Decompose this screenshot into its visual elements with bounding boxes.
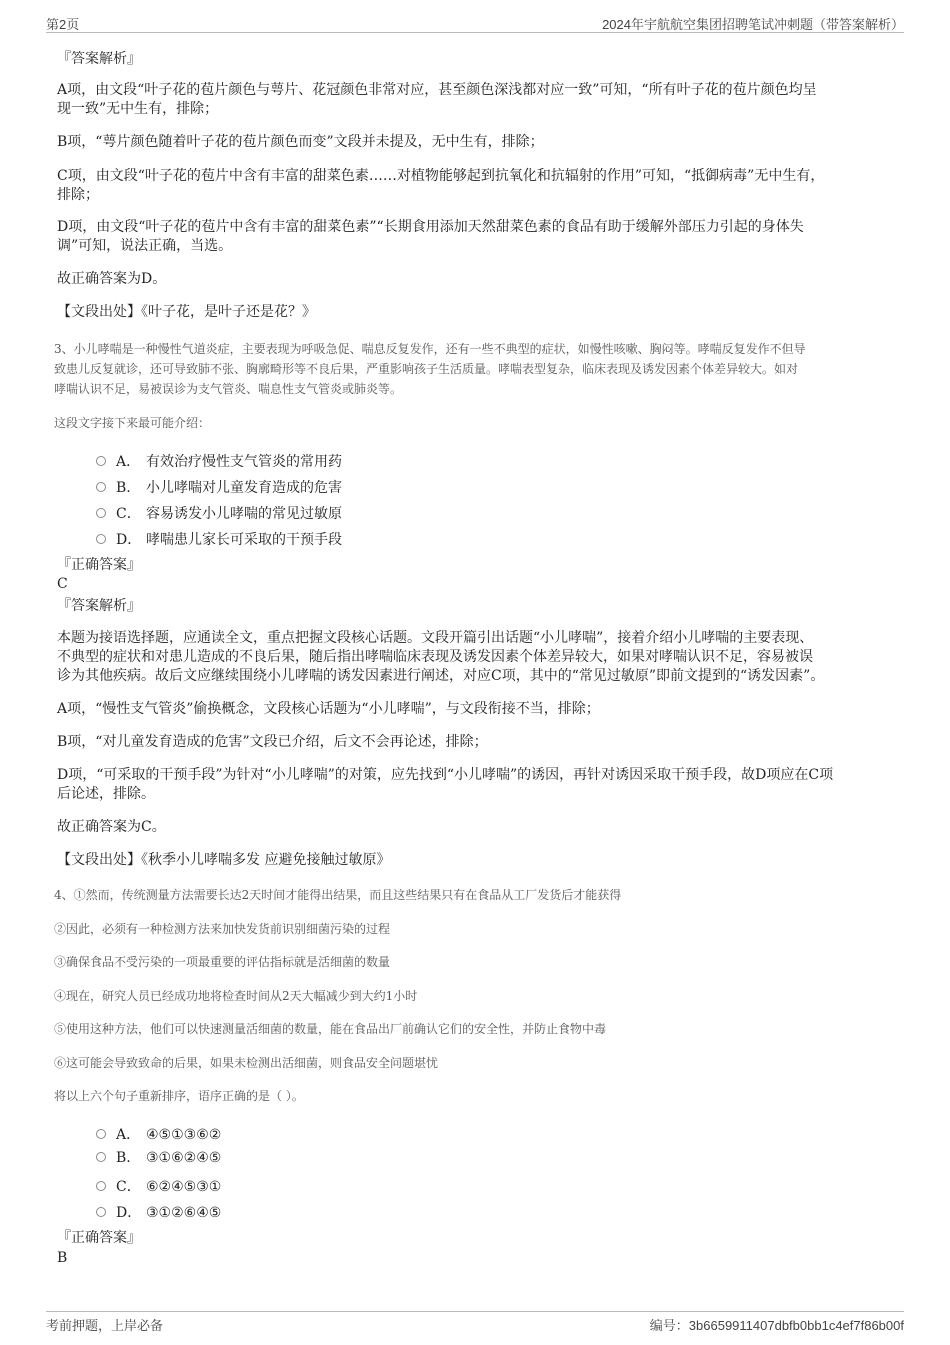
footer-slogan: 考前押题，上岸必备 (46, 1318, 164, 1333)
question-4-sentence-3: ③确保食品不受污染的一项最重要的评估指标就是活细菌的数量 (54, 955, 391, 969)
q4-option-d[interactable]: D． ③①②⑥④⑤ (96, 1202, 221, 1222)
answer-label: 『正确答案』 (57, 1230, 141, 1246)
analysis-a-line1: A项，由文段“叶子花的苞片颜色与萼片、花冠颜色非常对应，甚至颜色深浅都对应一致”可知，“所有叶子花的苞片颜色均呈 (57, 82, 817, 98)
analysis-line2: 不典型的症状和对患儿造成的不良后果，随后指出哮喘临床表现及诱发因素个体差异较大，如果对哮喘认识不足，容易被误 (57, 649, 813, 665)
question-4-prompt: 将以上六个句子重新排序，语序正确的是（ ）。 (54, 1089, 304, 1103)
source: 【文段出处】《叶子花，是叶子还是花？》 (57, 304, 316, 320)
conclusion: 故正确答案为C。 (57, 819, 166, 835)
radio-icon[interactable] (96, 1181, 106, 1191)
analysis-label: 『答案解析』 (57, 51, 141, 67)
analysis-c-line2: 排除； (57, 187, 99, 203)
q3-option-c[interactable]: C． 容易诱发小儿哮喘的常见过敏原 (96, 503, 342, 523)
analysis-label: 『答案解析』 (57, 598, 141, 614)
analysis-line3: 诊为其他疾病。故后文应继续围绕小儿哮喘的诱发因素进行阐述，对应C项，其中的“常见过敏原”即前文提到的“诱发因素”。 (57, 668, 825, 684)
analysis-d-line1: D项，“可采取的干预手段”为针对“小儿哮喘”的对策，应先找到“小儿哮喘”的诱因，再针对诱因采取干预手段，故D项应在C项 (57, 767, 834, 783)
page-header (46, 14, 904, 33)
question-3-stem-line1: 3、小儿哮喘是一种慢性气道炎症，主要表现为呼吸急促、喘息反复发作，还有一些不典型的症状，如慢性咳嗽、胸闷等。哮喘反复发作不但导 (54, 342, 806, 356)
q3-option-b[interactable]: B. 小儿哮喘对儿童发育造成的危害 (96, 477, 342, 497)
radio-icon[interactable] (96, 508, 106, 518)
question-4-sentence-1: 4、①然而，传统测量方法需要长达2天时间才能得出结果，而且这些结果只有在食品从工厂发货后才能获得 (54, 888, 622, 902)
source: 【文段出处】《秋季小儿哮喘多发 应避免接触过敏原》 (57, 852, 391, 868)
q4-option-b[interactable]: B. ③①⑥②④⑤ (96, 1150, 221, 1166)
answer-value: C (57, 576, 68, 592)
q3-option-a[interactable]: A． 有效治疗慢性支气管炎的常用药 (96, 451, 342, 471)
question-3-stem-line2: 致患儿反复就诊，还可导致肺不张、胸廓畸形等不良后果，严重影响孩子生活质量。哮喘表型复杂，临床表现及诱发因素个体差异较大。如对 (54, 362, 799, 376)
analysis-d-line1: D项，由文段“叶子花的苞片中含有丰富的甜菜色素”“长期食用添加天然甜菜色素的食品有助于缓解外部压力引起的身体失 (57, 219, 804, 235)
question-4-sentence-6: ⑥这可能会导致致命的后果，如果未检测出活细菌，则食品安全问题堪忧 (54, 1056, 439, 1070)
analysis-d-line2: 后论述，排除。 (57, 786, 155, 802)
analysis-a-line2: 现一致”无中生有，排除； (57, 101, 219, 117)
question-4-sentence-4: ④现在，研究人员已经成功地将检查时间从2天大幅减少到大约1小时 (54, 989, 418, 1003)
question-4-sentence-2: ②因此，必须有一种检测方法来加快发货前识别细菌污染的过程 (54, 922, 391, 936)
analysis-d-line2: 调”可知，说法正确，当选。 (57, 238, 233, 254)
question-3-prompt: 这段文字接下来最可能介绍： (54, 416, 211, 430)
analysis-b: B项，“对儿童发育造成的危害”文段已介绍，后文不会再论述，排除； (57, 734, 488, 750)
document-title: 2024年宇航航空集团招聘笔试冲刺题（带答案解析） (602, 17, 904, 32)
analysis-line1: 本题为接语选择题，应通读全文，重点把握文段核心话题。文段开篇引出话题“小儿哮喘”，接着介绍小儿哮喘的主要表现、 (57, 630, 814, 646)
radio-icon[interactable] (96, 534, 106, 544)
radio-icon[interactable] (96, 482, 106, 492)
document-id: 编号：3b6659911407dbfb0bb1c4ef7f86b00f (649, 1318, 904, 1333)
analysis-b: B项，“萼片颜色随着叶子花的苞片颜色而变”文段并未提及，无中生有，排除； (57, 134, 544, 150)
answer-label: 『正确答案』 (57, 557, 141, 573)
page-footer (46, 1311, 904, 1334)
radio-icon[interactable] (96, 1152, 106, 1162)
answer-value: B (57, 1250, 68, 1266)
conclusion: 故正确答案为D。 (57, 271, 167, 287)
page-number: 第2页 (46, 17, 80, 32)
q3-option-d[interactable]: D． 哮喘患儿家长可采取的干预手段 (96, 529, 342, 549)
radio-icon[interactable] (96, 1129, 106, 1139)
question-3-stem-line3: 哮喘认识不足，易被误诊为支气管炎、喘息性支气管炎或肺炎等。 (54, 382, 403, 396)
radio-icon[interactable] (96, 456, 106, 466)
q4-option-a[interactable]: A． ④⑤①③⑥② (96, 1124, 221, 1144)
q4-option-c[interactable]: C． ⑥②④⑤③① (96, 1176, 221, 1196)
analysis-a: A项，“慢性支气管炎”偷换概念，文段核心话题为“小儿哮喘”，与文段衔接不当，排除； (57, 701, 600, 717)
question-4-sentence-5: ⑤使用这种方法，他们可以快速测量活细菌的数量，能在食品出厂前确认它们的安全性，并防止食物中毒 (54, 1022, 607, 1036)
analysis-c-line1: C项，由文段“叶子花的苞片中含有丰富的甜菜色素……对植物能够起到抗氧化和抗辐射的作用”可知，“抵御病毒”无中生有， (57, 168, 825, 184)
radio-icon[interactable] (96, 1207, 106, 1217)
